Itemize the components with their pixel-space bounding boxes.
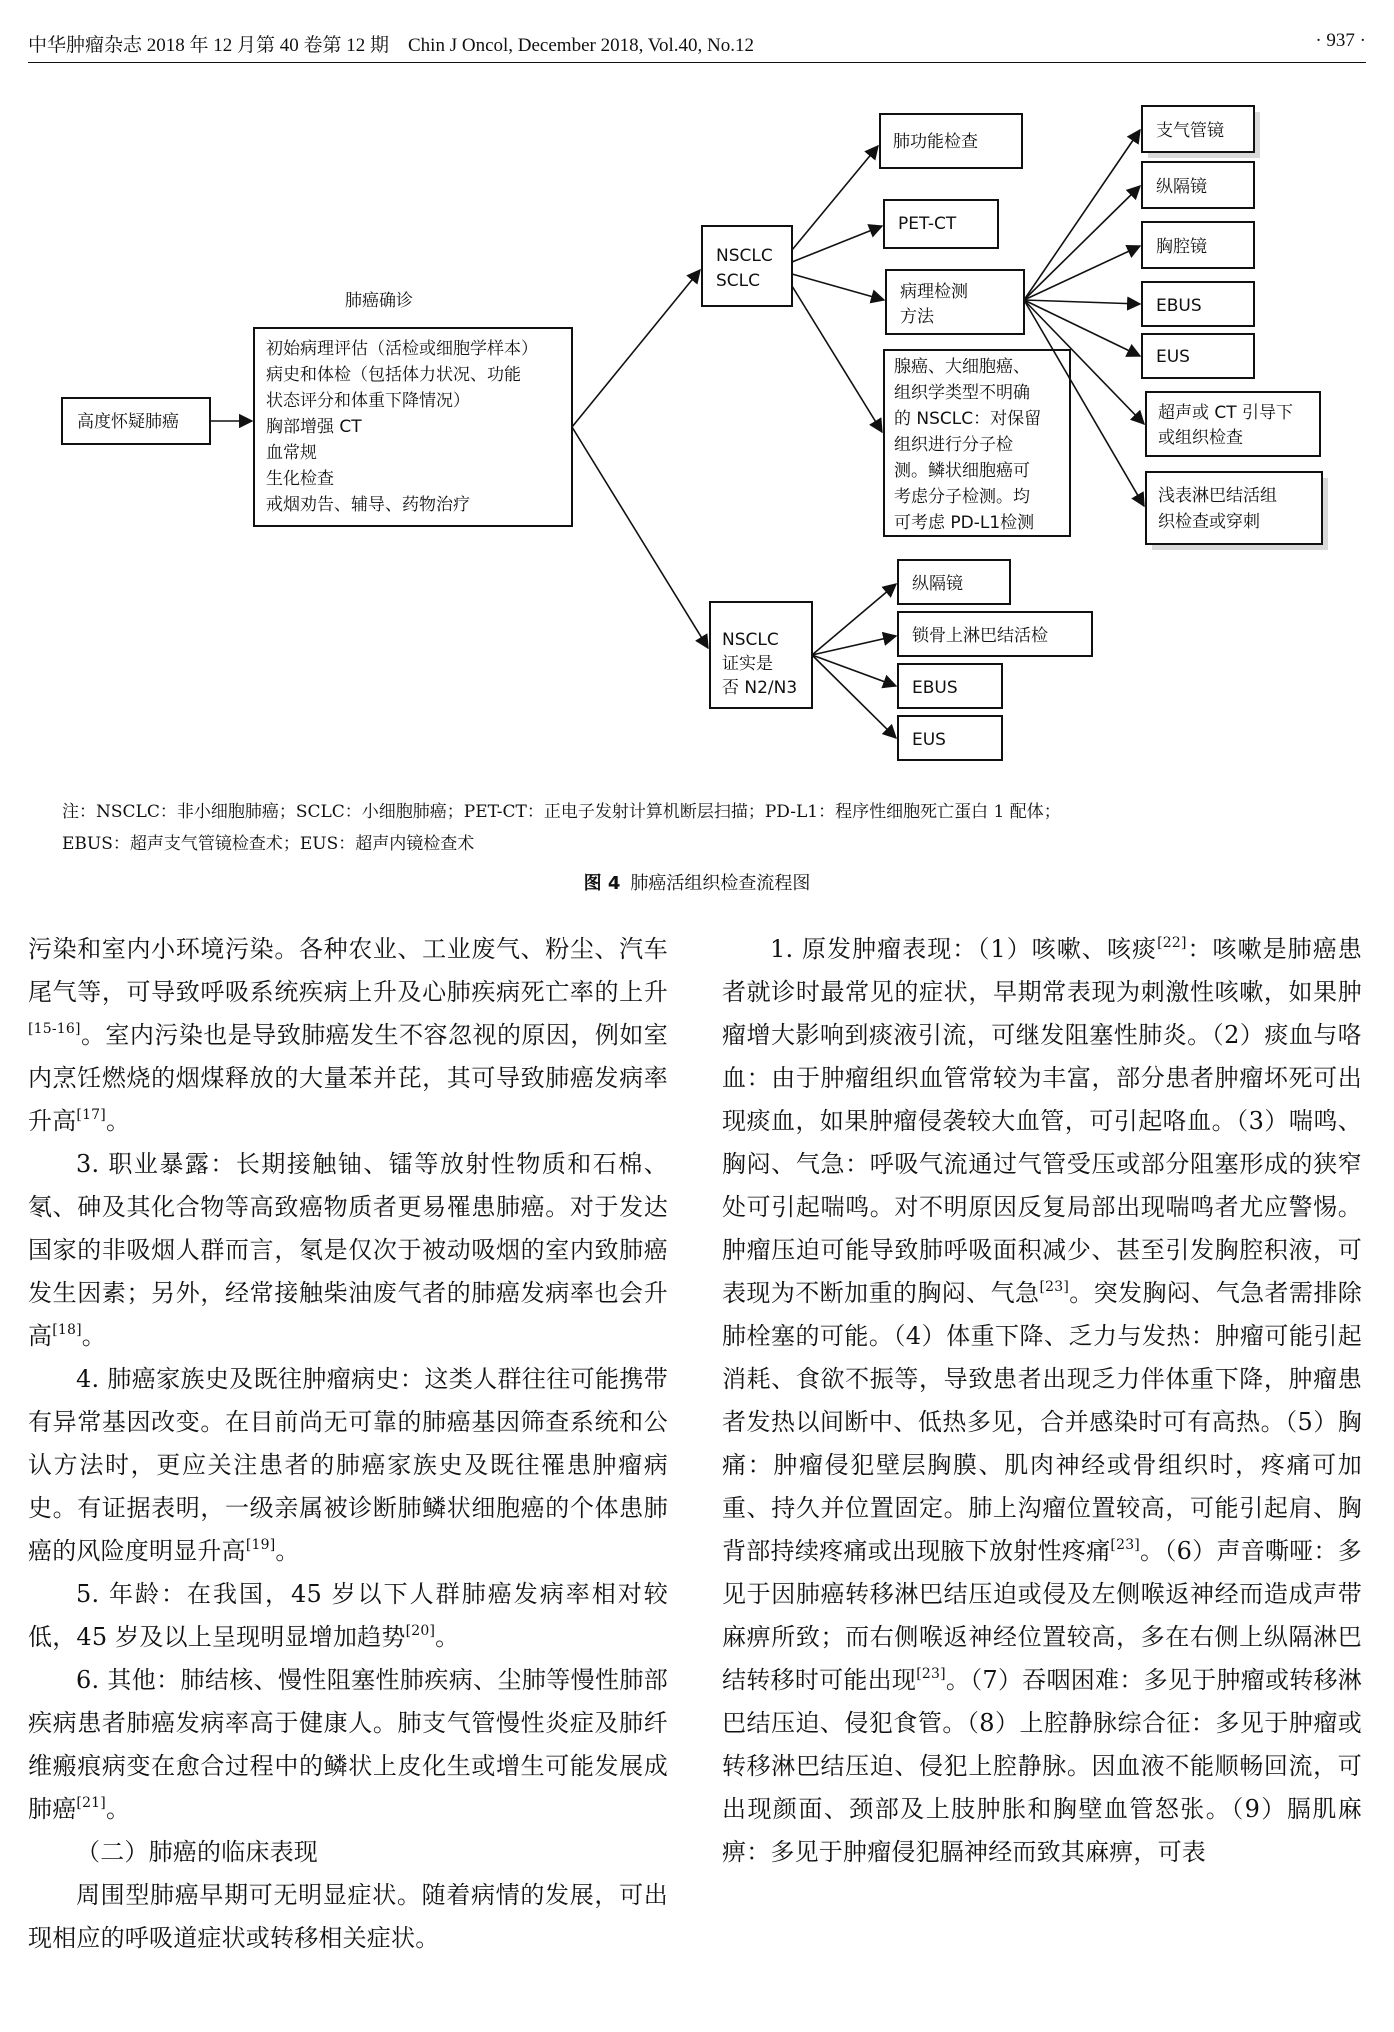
text-pet-ct: PET-CT <box>898 214 957 234</box>
paragraph: 6. 其他：肺结核、慢性阻塞性肺疾病、尘肺等慢性肺部疾病患者肺癌发病率高于健康人。肺支气管慢性炎症及肺纤维瘢痕病变在愈合过程中的鳞状上皮化生或增生可能发展成肺癌[21]。 <box>28 1666 668 1823</box>
text-eus: EUS <box>1156 347 1190 367</box>
citation: [20] <box>405 1623 436 1639</box>
figure-caption <box>0 869 1394 895</box>
paragraph: 3. 职业暴露：长期接触铀、镭等放射性物质和石棉、氡、砷及其化合物等高致癌物质者更易罹患肺癌。对于发达国家的非吸烟人群而言，氡是仅次于被动吸烟的室内致肺癌发生因素；另外，经常接触柴油废气者的肺癌发病率也会升高[18]。 <box>28 1150 668 1350</box>
connector-nsclc-petct <box>792 226 882 262</box>
initial-line: 初始病理评估（活检或细胞学样本） <box>266 339 538 359</box>
citation: [23] <box>1039 1279 1069 1295</box>
citation: [21] <box>76 1795 106 1811</box>
paragraph: 污染和室内小环境污染。各种农业、工业废气、粉尘、汽车尾气等，可导致呼吸系统疾病上升及心肺疾病死亡率的上升[15-16]。室内污染也是导致肺癌发生不容忽视的原因，例如室内烹饪燃烧的烟煤释放的大量苯并芘，其可导致肺癌发病率升高[17]。 <box>28 935 668 1135</box>
connector-n2-supra <box>812 636 896 655</box>
page-number: · 937 · <box>1315 30 1366 51</box>
initial-line: 病史和体检（包括体力状况、功能 <box>266 365 521 385</box>
connector-nsclc-pulmonary <box>792 146 878 250</box>
connector-initial-nsclc <box>572 270 700 427</box>
label-confirmed: 肺癌确诊 <box>345 291 413 311</box>
paragraph: 4. 肺癌家族史及既往肿瘤病史：这类人群往往可能携带有异常基因改变。在目前尚无可靠的肺癌基因筛查系统和公认方法时，更应关注患者的肺癌家族史及既往罹患肿瘤病史。有证据表明，一级亲属被诊断肺鳞状细胞癌的个体患肺癌的风险度明显升高[19]。 <box>28 1365 668 1565</box>
text-supraclavicular: 锁骨上淋巴结活检 <box>912 626 1048 646</box>
text-nsclc-sclc: NSCLC SCLC <box>716 246 773 291</box>
text-ebus-2: EBUS <box>912 678 958 698</box>
text-suspect: 高度怀疑肺癌 <box>77 412 179 432</box>
section-heading: （二）肺癌的临床表现 <box>76 1838 318 1866</box>
text-eus-2: EUS <box>912 730 946 750</box>
citation: [15-16] <box>28 1021 81 1037</box>
citation: [23] <box>1110 1537 1140 1553</box>
citation: [19] <box>245 1537 276 1553</box>
connector-initial-n2n3 <box>572 427 708 648</box>
connector-n2-ebus <box>812 655 896 686</box>
text-mediastinoscopy: 纵隔镜 <box>1156 177 1207 197</box>
citation: [23] <box>916 1666 946 1682</box>
right-column <box>722 928 1362 1874</box>
text-mediastinoscopy-2: 纵隔镜 <box>912 574 963 594</box>
box-superficial-lymph <box>1146 472 1322 544</box>
paragraph: 5. 年龄：在我国，45 岁以下人群肺癌发病率相对较低，45 岁及以上呈现明显增加趋势[20]。 <box>28 1580 668 1651</box>
connector-path-thorac <box>1024 246 1140 300</box>
text-ultrasound-ct: 超声或 CT 引导下 或组织检查 <box>1158 403 1294 448</box>
text-superficial-lymph: 浅表淋巴结活组 织检查或穿刺 <box>1158 486 1277 532</box>
text-ebus: EBUS <box>1156 296 1202 316</box>
figure-note-line: EBUS：超声支气管镜检查术；EUS：超声内镜检查术 <box>62 834 475 854</box>
biopsy-flowchart <box>0 0 1394 790</box>
figure-number: 图 4 <box>583 873 621 894</box>
box-nsclc-sclc <box>702 226 792 306</box>
text-n2n3: NSCLC 证实是 否 N2/N3 <box>722 630 798 698</box>
figure-title: 肺癌活组织检查流程图 <box>630 873 811 894</box>
initial-line: 血常规 <box>266 443 317 463</box>
text-molecular-testing: 腺癌、大细胞癌、 组织学类型不明确 的 NSCLC：对保留 组织进行分子检 测。鳞状细胞癌可 考虑分子检测。均 可考虑 PD-L1检测 <box>894 357 1042 533</box>
connector-path-eus <box>1024 300 1140 356</box>
initial-line: 胸部增强 CT <box>266 417 362 437</box>
connector-n2-mediast <box>812 584 896 655</box>
journal-citation: 中华肿瘤杂志 2018 年 12 月第 40 卷第 12 期 Chin J Oncol, December 2018, Vol.40, No.12 <box>28 35 755 56</box>
connector-path-bronch <box>1024 130 1140 300</box>
text-bronchoscopy: 支气管镜 <box>1156 121 1224 141</box>
initial-line: 戒烟劝告、辅导、药物治疗 <box>266 495 470 515</box>
figure-note <box>62 796 1352 860</box>
citation: [22] <box>1157 935 1187 951</box>
connector-nsclc-pathology <box>792 274 884 300</box>
citation: [18] <box>52 1322 82 1338</box>
initial-line: 状态评分和体重下降情况） <box>266 391 470 411</box>
text-pathology-method: 病理检测 方法 <box>900 282 968 327</box>
connector-n2-eus <box>812 655 896 738</box>
connector-path-ebus <box>1024 300 1140 304</box>
left-column <box>28 928 668 1960</box>
citation: [17] <box>76 1107 106 1123</box>
text-thoracoscopy: 胸腔镜 <box>1156 237 1207 257</box>
paragraph: 周围型肺癌早期可无明显症状。随着病情的发展，可出现相应的呼吸道症状或转移相关症状。 <box>28 1881 668 1952</box>
connector-path-mediast <box>1024 186 1140 300</box>
text-pulmonary-function: 肺功能检查 <box>893 132 978 152</box>
connector-nsclc-molecular <box>792 286 882 432</box>
initial-line: 生化检查 <box>266 469 334 489</box>
figure-note-line: 注：NSCLC：非小细胞肺癌；SCLC：小细胞肺癌；PET-CT：正电子发射计算机断层扫描；PD-L1：程序性细胞死亡蛋白 1 配体； <box>62 802 1061 822</box>
paragraph: 1. 原发肿瘤表现：（1）咳嗽、咳痰[22]：咳嗽是肺癌患者就诊时最常见的症状，早期常表现为刺激性咳嗽，如果肿瘤增大影响到痰液引流，可继发阻塞性肺炎。（2）痰血与咯血：由于肿瘤组织血管常较为丰富，部分患者肿瘤坏死可出现痰血，如果肿瘤侵袭较大血管，可引起咯血。（3）喘鸣、胸闷、气急：呼吸气流通过气管受压或部分阻塞形成的狭窄处可引起喘鸣。对不明原因反复局部出现喘鸣者尤应警惕。肿瘤压迫可能导致肺呼吸面积减少、甚至引发胸腔积液，可表现为不断加重的胸闷、气急[23]。突发胸闷、气急者需排除肺栓塞的可能。（4）体重下降、乏力与发热：肿瘤可能引起消耗、食欲不振等，导致患者出现乏力伴体重下降，肿瘤患者发热以间断中、低热多见，合并感染时可有高热。（5）胸痛：肿瘤侵犯壁层胸膜、肌肉神经或骨组织时，疼痛可加重、持久并位置固定。肺上沟瘤位置较高，可能引起肩、胸背部持续疼痛或出现腋下放射性疼痛[23]。（6）声音嘶哑：多见于因肺癌转移淋巴结压迫或侵及左侧喉返神经而造成声带麻痹所致；而右侧喉返神经位置较高，多在右侧上纵隔淋巴结转移时可能出现[23]。（7）吞咽困难：多见于肿瘤或转移淋巴结压迫、侵犯食管。（8）上腔静脉综合征：多见于肿瘤或转移淋巴结压迫、侵犯上腔静脉。因血液不能顺畅回流，可出现颜面、颈部及上肢肿胀和胸壁血管怒张。（9）膈肌麻痹：多见于肿瘤侵犯膈神经而致其麻痹，可表 <box>722 935 1362 1866</box>
